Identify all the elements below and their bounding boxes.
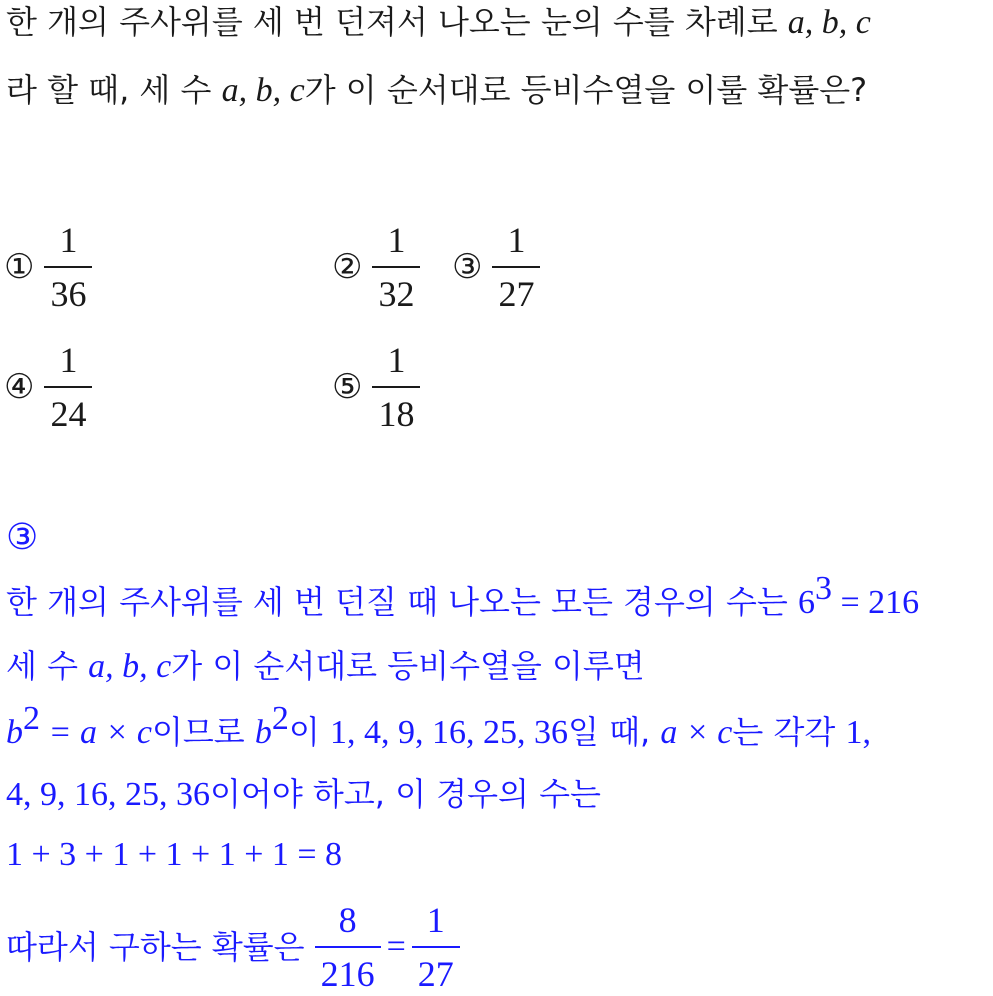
choice-number: ① (4, 247, 35, 287)
question-line-2 (6, 70, 867, 111)
fraction-bar (492, 266, 540, 268)
fraction-bar (412, 946, 460, 948)
solution-text: 가 이 순서대로 등비수열을 이루면 (171, 647, 645, 685)
fraction (315, 898, 381, 996)
fraction-bar (44, 266, 92, 268)
solution-line-2 (6, 646, 645, 687)
math-values: 1, (845, 714, 871, 751)
denominator: 18 (378, 394, 415, 434)
math-variables: a, b, c (88, 648, 172, 685)
math-sum: 1 + 3 + 1 + 1 + 1 + 1 = 8 (6, 836, 343, 873)
fraction-bar (44, 386, 92, 388)
solution-line-3 (6, 700, 871, 753)
math-values: 4, 9, 16, 25, 36 (6, 776, 210, 813)
numerator: 1 (59, 340, 78, 380)
math-equation: = a × c (40, 714, 152, 751)
numerator: 1 (387, 220, 406, 260)
question-variables: a, b, c (221, 72, 305, 109)
choice-fraction (372, 338, 420, 436)
choice-number: ⑤ (332, 367, 363, 407)
solution-text: 이므로 (151, 713, 255, 751)
math-base: 6 (797, 584, 815, 621)
denominator: 32 (378, 274, 415, 314)
choice-number: ② (332, 247, 363, 287)
equals-sign: = (386, 928, 406, 965)
solution-text: 따라서 구하는 확률은 (6, 928, 305, 966)
solution-text: 한 개의 주사위를 세 번 던질 때 나오는 모든 경우의 수는 (6, 583, 798, 621)
math-equation: = 216 (831, 584, 920, 621)
choice-1 (4, 218, 92, 316)
solution-text: 일 때, (568, 713, 661, 751)
question-variables: a, b, c (787, 4, 871, 41)
numerator: 1 (59, 220, 78, 260)
numerator: 1 (507, 220, 526, 260)
choice-number: ③ (452, 247, 483, 287)
math-exponent: 2 (23, 700, 40, 737)
math-product: a × c (660, 714, 733, 751)
choice-fraction (492, 218, 540, 316)
choice-2 (332, 218, 420, 316)
numerator: 8 (338, 900, 357, 940)
math-variable: b (254, 714, 272, 751)
choice-fraction (44, 338, 92, 436)
solution-text: 이 (288, 713, 330, 751)
choice-4 (4, 338, 92, 436)
fraction-bar (315, 946, 381, 948)
question-text: 라 할 때, 세 수 (6, 71, 222, 109)
choice-3 (452, 218, 540, 316)
denominator: 36 (50, 274, 87, 314)
solution-line-6 (6, 898, 460, 996)
denominator: 24 (50, 394, 87, 434)
question-text: 가 이 순서대로 등비수열을 이룰 확률은? (304, 71, 868, 109)
numerator: 1 (426, 900, 445, 940)
choice-5 (332, 338, 420, 436)
choice-fraction (44, 218, 92, 316)
choice-number: ④ (4, 367, 35, 407)
solution-line-1 (6, 570, 920, 623)
solution-text: 는 각각 (732, 713, 846, 751)
solution-line-4 (6, 774, 601, 815)
denominator: 216 (320, 954, 375, 994)
solution-text: 이어야 하고, 이 경우의 수는 (210, 775, 601, 813)
fraction (412, 898, 460, 996)
denominator: 27 (498, 274, 535, 314)
math-exponent: 2 (271, 700, 289, 737)
math-values: 1, 4, 9, 16, 25, 36 (330, 714, 568, 751)
question-line-1 (6, 2, 871, 43)
fraction-bar (372, 386, 420, 388)
fraction-bar (372, 266, 420, 268)
math-exponent: 3 (814, 570, 832, 607)
denominator: 27 (417, 954, 454, 994)
question-text: 한 개의 주사위를 세 번 던져서 나오는 눈의 수를 차례로 (6, 3, 788, 41)
answer-mark: ③ (6, 517, 39, 558)
numerator: 1 (387, 340, 406, 380)
solution-line-5 (6, 834, 342, 875)
choice-fraction (372, 218, 420, 316)
math-variable: b (6, 714, 23, 751)
solution-text: 세 수 (6, 647, 89, 685)
